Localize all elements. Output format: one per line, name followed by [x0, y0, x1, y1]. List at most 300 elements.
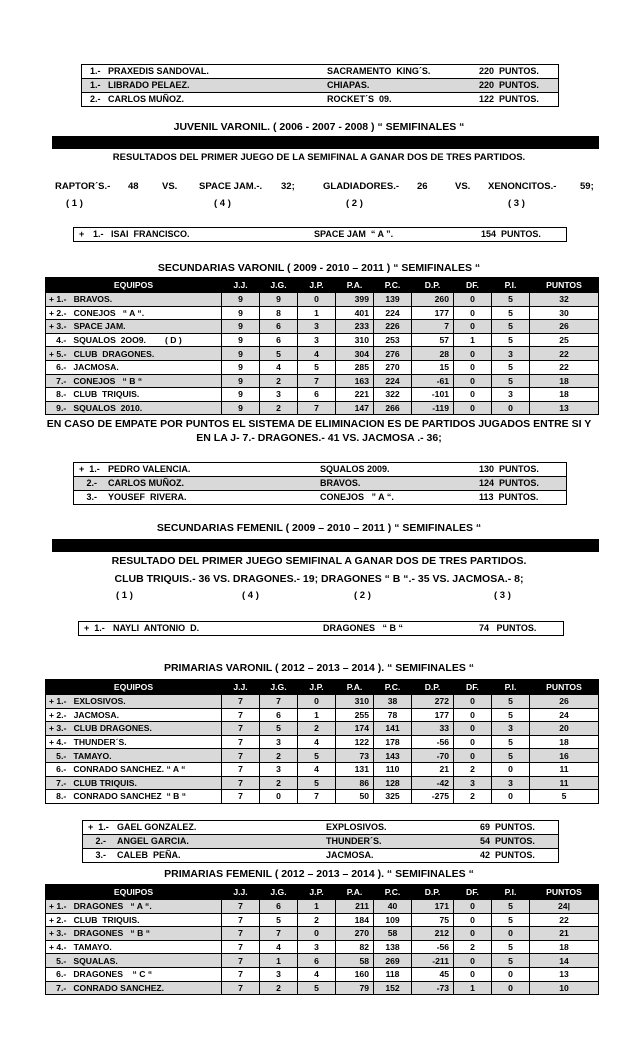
scorer-team: SQUALOS 2009. — [320, 464, 390, 474]
stat-cell-pi: 5 — [492, 954, 530, 968]
column-header: J.G. — [260, 278, 298, 293]
stat-cell-jp: 7 — [298, 401, 336, 415]
scorer-rank: + 1.- — [79, 464, 100, 474]
column-header: J.G. — [260, 680, 298, 695]
stat-cell-pa: 211 — [336, 900, 374, 914]
scorer-row — [74, 491, 566, 504]
scorer-team: ROCKET´S 09. — [327, 94, 392, 104]
stat-cell-jj: 7 — [222, 722, 260, 736]
stat-cell-pi: 5 — [492, 333, 530, 347]
stat-cell-jg: 3 — [260, 388, 298, 402]
stat-cell-dp: -42 — [412, 776, 454, 790]
stat-cell-pa: 401 — [336, 306, 374, 320]
section-subtitle-sec-femenil: RESULTADO DEL PRIMER JUEGO SEMIFINAL A GANAR DOS DE TRES PARTIDOS. — [111, 555, 527, 567]
stat-cell-pts: 11 — [530, 762, 599, 776]
stat-cell-pa: 304 — [336, 347, 374, 361]
table-row — [46, 749, 599, 763]
stat-cell-pts: 18 — [530, 940, 599, 954]
stat-cell-pi: 5 — [492, 940, 530, 954]
stat-cell-pi: 5 — [492, 695, 530, 709]
team-cell: + 2.- CONEJOS “ A “. — [46, 306, 222, 320]
scorer-name: ISAI FRANCISCO. — [111, 229, 190, 239]
standings-table-prim-varonil — [45, 679, 599, 804]
table-row — [46, 695, 599, 709]
column-header: EQUIPOS — [46, 885, 222, 900]
team-cell: + 3.- DRAGONES “ B “ — [46, 927, 222, 941]
stat-cell-df: 2 — [454, 762, 492, 776]
stat-cell-jg: 2 — [260, 374, 298, 388]
stat-cell-pa: 310 — [336, 695, 374, 709]
stat-cell-df: 0 — [454, 388, 492, 402]
result-team: RAPTOR´S.- — [55, 181, 111, 192]
stat-cell-dp: 171 — [412, 900, 454, 914]
stat-cell-jg: 7 — [260, 695, 298, 709]
stat-cell-pts: 26 — [530, 695, 599, 709]
column-header: J.P. — [298, 885, 336, 900]
stat-cell-pc: 38 — [374, 695, 412, 709]
stat-cell-jj: 7 — [222, 749, 260, 763]
scorer-points: 154 PUNTOS. — [481, 229, 541, 239]
juvenil-scorer-box — [73, 227, 567, 242]
team-cell: 7.- CONEJOS “ B “ — [46, 374, 222, 388]
table-header-row — [46, 278, 599, 293]
stat-cell-jj: 7 — [222, 967, 260, 981]
stat-cell-jp: 3 — [298, 333, 336, 347]
stat-cell-pc: 270 — [374, 360, 412, 374]
stat-cell-jp: 5 — [298, 776, 336, 790]
stat-cell-jg: 5 — [260, 722, 298, 736]
stat-cell-df: 2 — [454, 790, 492, 804]
team-cell: 9.- SQUALOS 2010. — [46, 401, 222, 415]
stat-cell-pa: 174 — [336, 722, 374, 736]
scorer-name: YOUSEF RIVERA. — [108, 492, 187, 502]
team-cell: + 1.- BRAVOS. — [46, 293, 222, 307]
stat-cell-dp: 177 — [412, 306, 454, 320]
table-row — [46, 320, 599, 334]
stat-cell-jj: 9 — [222, 293, 260, 307]
section-subtitle-juvenil: RESULTADOS DEL PRIMER JUEGO DE LA SEMIFINAL A GANAR DOS DE TRES PARTIDOS. — [112, 152, 526, 163]
stat-cell-jj: 7 — [222, 735, 260, 749]
stat-cell-jj: 7 — [222, 790, 260, 804]
stat-cell-dp: -275 — [412, 790, 454, 804]
stat-cell-jp: 4 — [298, 347, 336, 361]
team-cell: + 3.- SPACE JAM. — [46, 320, 222, 334]
sec-femenil-scorer-box — [78, 621, 564, 636]
stat-cell-dp: 33 — [412, 722, 454, 736]
stat-cell-pts: 25 — [530, 333, 599, 347]
seed-label: ( 1 ) — [116, 590, 133, 601]
team-cell: + 3.- CLUB DRAGONES. — [46, 722, 222, 736]
stat-cell-dp: 15 — [412, 360, 454, 374]
result-score: 32; — [281, 181, 295, 192]
scorer-points: 54 PUNTOS. — [480, 836, 535, 846]
stat-cell-jg: 6 — [260, 333, 298, 347]
team-cell: + 2.- CLUB TRIQUIS. — [46, 913, 222, 927]
stat-cell-pi: 0 — [492, 401, 530, 415]
team-cell: + 2.- JACMOSA. — [46, 708, 222, 722]
column-header: DF. — [454, 680, 492, 695]
stat-cell-pts: 13 — [530, 401, 599, 415]
table-row — [46, 306, 599, 320]
scorer-rank: 3.- — [88, 850, 107, 860]
stat-cell-jp: 2 — [298, 722, 336, 736]
stat-cell-pts: 22 — [530, 347, 599, 361]
stat-cell-pa: 233 — [336, 320, 374, 334]
seed-label: ( 2 ) — [346, 198, 363, 209]
stat-cell-jj: 7 — [222, 762, 260, 776]
stat-cell-pc: 110 — [374, 762, 412, 776]
stat-cell-jg: 8 — [260, 306, 298, 320]
stat-cell-pi: 5 — [492, 374, 530, 388]
stat-cell-pa: 73 — [336, 749, 374, 763]
stat-cell-jj: 9 — [222, 347, 260, 361]
column-header: P.I. — [492, 885, 530, 900]
table-header-row — [46, 680, 599, 695]
team-cell: 5.- SQUALAS. — [46, 954, 222, 968]
scorer-team: DRAGONES “ B “ — [323, 623, 404, 633]
stat-cell-jp: 0 — [298, 695, 336, 709]
team-cell: 6.- DRAGONES “ C “ — [46, 967, 222, 981]
scorer-row — [79, 622, 563, 635]
stat-cell-pc: 58 — [374, 927, 412, 941]
stat-cell-df: 0 — [454, 749, 492, 763]
table-header-row — [46, 885, 599, 900]
result-score: 26 — [417, 181, 428, 192]
stat-cell-dp: -61 — [412, 374, 454, 388]
scorer-team: SPACE JAM “ A ”. — [314, 229, 394, 239]
column-header: J.J. — [222, 885, 260, 900]
stat-cell-jp: 0 — [298, 293, 336, 307]
stat-cell-df: 0 — [454, 722, 492, 736]
stat-cell-pc: 141 — [374, 722, 412, 736]
team-cell: + 1.- DRAGONES “ A “. — [46, 900, 222, 914]
scorer-name: CARLOS MUÑOZ. — [108, 94, 184, 104]
seed-label: ( 1 ) — [66, 198, 83, 209]
table-row — [46, 776, 599, 790]
section-title-sec-varonil: SECUNDARIAS VARONIL ( 2009 - 2010 – 2011 ) “ SEMIFINALES “ — [157, 262, 481, 274]
stat-cell-pc: 269 — [374, 954, 412, 968]
team-cell: 5.- TAMAYO. — [46, 749, 222, 763]
stat-cell-pts: 24| — [530, 900, 599, 914]
seed-label: ( 2 ) — [354, 590, 371, 601]
stat-cell-pc: 266 — [374, 401, 412, 415]
stat-cell-jg: 1 — [260, 954, 298, 968]
stat-cell-pi: 5 — [492, 360, 530, 374]
scorer-rank: + 1.- — [84, 623, 105, 633]
stat-cell-df: 0 — [454, 306, 492, 320]
stat-cell-jg: 2 — [260, 401, 298, 415]
stat-cell-pi: 0 — [492, 790, 530, 804]
column-header: P.A. — [336, 885, 374, 900]
stat-cell-df: 0 — [454, 708, 492, 722]
stat-cell-pc: 118 — [374, 967, 412, 981]
result-vs: VS. — [455, 181, 471, 192]
table-row — [46, 722, 599, 736]
stat-cell-dp: 75 — [412, 913, 454, 927]
seed-label: ( 4 ) — [214, 198, 231, 209]
stat-cell-dp: -70 — [412, 749, 454, 763]
stat-cell-jg: 3 — [260, 735, 298, 749]
scorer-points: 74 PUNTOS. — [479, 623, 537, 633]
stat-cell-jj: 9 — [222, 320, 260, 334]
table-row — [46, 708, 599, 722]
team-cell: + 4.- TAMAYO. — [46, 940, 222, 954]
stat-cell-df: 0 — [454, 954, 492, 968]
scorer-rank: 3.- — [79, 492, 98, 502]
scorer-rank: 2.- — [79, 478, 98, 488]
stat-cell-jg: 6 — [260, 708, 298, 722]
scorer-rank: 2.- — [88, 836, 107, 846]
stat-cell-df: 0 — [454, 695, 492, 709]
table-row — [46, 900, 599, 914]
scorer-team: CONEJOS ” A “. — [320, 492, 394, 502]
team-cell: + 4.- THUNDER´S. — [46, 735, 222, 749]
stat-cell-pts: 18 — [530, 374, 599, 388]
stat-cell-jp: 5 — [298, 981, 336, 995]
column-header: PUNTOS — [530, 680, 599, 695]
section-divider-bar — [52, 539, 599, 552]
stat-cell-jg: 5 — [260, 347, 298, 361]
stat-cell-pa: 86 — [336, 776, 374, 790]
column-header: PUNTOS — [530, 885, 599, 900]
stat-cell-jp: 2 — [298, 913, 336, 927]
team-cell: 6.- CONRADO SANCHEZ. “ A “ — [46, 762, 222, 776]
table-row — [46, 347, 599, 361]
column-header: D.P. — [412, 885, 454, 900]
stat-cell-df: 3 — [454, 776, 492, 790]
seed-label: ( 3 ) — [508, 198, 525, 209]
result-team: XENONCITOS.- — [488, 181, 557, 192]
stat-cell-pc: 325 — [374, 790, 412, 804]
scorer-rank: 1.- — [90, 66, 101, 76]
stat-cell-pts: 30 — [530, 306, 599, 320]
stat-cell-jg: 9 — [260, 293, 298, 307]
table-row — [46, 790, 599, 804]
stat-cell-pc: 276 — [374, 347, 412, 361]
stat-cell-pa: 58 — [336, 954, 374, 968]
column-header: P.A. — [336, 278, 374, 293]
stat-cell-jj: 7 — [222, 913, 260, 927]
scorer-points: 220 PUNTOS. — [479, 66, 539, 76]
stat-cell-dp: 260 — [412, 293, 454, 307]
stat-cell-df: 2 — [454, 940, 492, 954]
stat-cell-jp: 7 — [298, 790, 336, 804]
team-cell: 7.- CLUB TRIQUIS. — [46, 776, 222, 790]
stat-cell-pts: 18 — [530, 735, 599, 749]
stat-cell-df: 1 — [454, 333, 492, 347]
stat-cell-pc: 143 — [374, 749, 412, 763]
stat-cell-dp: 57 — [412, 333, 454, 347]
stat-cell-df: 0 — [454, 293, 492, 307]
stat-cell-pa: 50 — [336, 790, 374, 804]
result-team: GLADIADORES.- — [323, 181, 399, 192]
stat-cell-jp: 1 — [298, 306, 336, 320]
scorer-row — [74, 477, 566, 491]
stat-cell-pa: 399 — [336, 293, 374, 307]
column-header: J.P. — [298, 278, 336, 293]
stat-cell-pi: 5 — [492, 708, 530, 722]
table-row — [46, 967, 599, 981]
stat-cell-dp: 28 — [412, 347, 454, 361]
stat-cell-pc: 138 — [374, 940, 412, 954]
stat-cell-jj: 7 — [222, 981, 260, 995]
stat-cell-jg: 0 — [260, 790, 298, 804]
stat-cell-dp: -56 — [412, 735, 454, 749]
stat-cell-jp: 5 — [298, 749, 336, 763]
scorer-name: PRAXEDIS SANDOVAL. — [108, 66, 209, 76]
scorer-prefix: + — [79, 229, 85, 239]
stat-cell-jg: 6 — [260, 900, 298, 914]
stat-cell-jg: 4 — [260, 940, 298, 954]
stat-cell-jp: 4 — [298, 735, 336, 749]
stat-cell-jj: 7 — [222, 940, 260, 954]
stat-cell-pts: 22 — [530, 913, 599, 927]
stat-cell-pts: 20 — [530, 722, 599, 736]
stat-cell-pi: 3 — [492, 347, 530, 361]
stat-cell-pi: 0 — [492, 762, 530, 776]
stat-cell-pi: 3 — [492, 776, 530, 790]
stat-cell-pc: 226 — [374, 320, 412, 334]
stat-cell-jj: 9 — [222, 333, 260, 347]
stat-cell-pa: 122 — [336, 735, 374, 749]
tiebreak-note: EN CASO DE EMPATE POR PUNTOS EL SISTEMA DE ELIMINACION ES DE PARTIDOS JUGADOS ENTRE SI Y — [46, 418, 592, 430]
stat-cell-df: 0 — [454, 735, 492, 749]
stat-cell-pts: 11 — [530, 776, 599, 790]
stat-cell-df: 0 — [454, 360, 492, 374]
stat-cell-jj: 7 — [222, 708, 260, 722]
stat-cell-pc: 78 — [374, 708, 412, 722]
team-cell: 6.- JACMOSA. — [46, 360, 222, 374]
scorer-name: GAEL GONZALEZ. — [117, 822, 197, 832]
table-row — [46, 293, 599, 307]
stat-cell-jp: 6 — [298, 388, 336, 402]
table-row — [46, 940, 599, 954]
stat-cell-dp: -73 — [412, 981, 454, 995]
stat-cell-pts: 16 — [530, 749, 599, 763]
scorer-rank: 2.- — [90, 94, 101, 104]
scorer-team: JACMOSA. — [326, 850, 374, 860]
scorer-team: BRAVOS. — [320, 478, 361, 488]
team-cell: + 5.- CLUB DRAGONES. — [46, 347, 222, 361]
scorer-team: CHIAPAS. — [327, 80, 370, 90]
column-header: DF. — [454, 278, 492, 293]
scorer-points: 130 PUNTOS. — [479, 464, 539, 474]
column-header: DF. — [454, 885, 492, 900]
stat-cell-pts: 14 — [530, 954, 599, 968]
scorer-row — [74, 463, 566, 477]
stat-cell-pa: 310 — [336, 333, 374, 347]
stat-cell-pc: 224 — [374, 374, 412, 388]
stat-cell-pts: 24 — [530, 708, 599, 722]
scorer-team: EXPLOSIVOS. — [326, 822, 387, 832]
scorer-team: THUNDER´S. — [326, 836, 382, 846]
scorer-team: SACRAMENTO KING´S. — [327, 66, 431, 76]
scorer-points: 69 PUNTOS. — [480, 822, 535, 832]
column-header: P.C. — [374, 885, 412, 900]
table-row — [46, 735, 599, 749]
stat-cell-jg: 2 — [260, 776, 298, 790]
stat-cell-jj: 9 — [222, 401, 260, 415]
stat-cell-jp: 0 — [298, 927, 336, 941]
stat-cell-pi: 5 — [492, 320, 530, 334]
stat-cell-dp: 45 — [412, 967, 454, 981]
stat-cell-jg: 2 — [260, 981, 298, 995]
stat-cell-pa: 147 — [336, 401, 374, 415]
table-row — [46, 913, 599, 927]
stat-cell-jj: 9 — [222, 388, 260, 402]
stat-cell-pts: 26 — [530, 320, 599, 334]
stat-cell-pi: 0 — [492, 967, 530, 981]
table-row — [46, 762, 599, 776]
column-header: P.A. — [336, 680, 374, 695]
stat-cell-jp: 7 — [298, 374, 336, 388]
stat-cell-df: 0 — [454, 347, 492, 361]
stat-cell-dp: 212 — [412, 927, 454, 941]
column-header: J.J. — [222, 680, 260, 695]
stat-cell-pts: 32 — [530, 293, 599, 307]
team-cell: 8.- CLUB TRIQUIS. — [46, 388, 222, 402]
stat-cell-pi: 3 — [492, 722, 530, 736]
scorer-name: ANGEL GARCIA. — [117, 836, 189, 846]
section-title-juvenil: JUVENIL VARONIL. ( 2006 - 2007 - 2008 ) “ SEMIFINALES “ — [173, 121, 465, 133]
stat-cell-df: 0 — [454, 401, 492, 415]
stat-cell-df: 0 — [454, 374, 492, 388]
stat-cell-jj: 9 — [222, 360, 260, 374]
table-row — [46, 333, 599, 347]
section-title-sec-femenil: SECUNDARIAS FEMENIL ( 2009 – 2010 – 2011 ) “ SEMIFINALES “ — [156, 522, 482, 534]
table-row — [46, 927, 599, 941]
stat-cell-pts: 21 — [530, 927, 599, 941]
stat-cell-pts: 5 — [530, 790, 599, 804]
stat-cell-df: 0 — [454, 900, 492, 914]
team-cell: 7.- CONRADO SANCHEZ. — [46, 981, 222, 995]
scorer-points: 124 PUNTOS. — [479, 478, 539, 488]
stat-cell-dp: 272 — [412, 695, 454, 709]
stat-cell-dp: 21 — [412, 762, 454, 776]
stat-cell-pts: 18 — [530, 388, 599, 402]
column-header: P.C. — [374, 680, 412, 695]
stat-cell-dp: -56 — [412, 940, 454, 954]
stat-cell-pa: 255 — [336, 708, 374, 722]
stat-cell-pi: 5 — [492, 900, 530, 914]
seed-label: ( 3 ) — [494, 590, 511, 601]
stat-cell-jg: 3 — [260, 762, 298, 776]
standings-table-sec-varonil — [45, 277, 599, 415]
stat-cell-jp: 4 — [298, 967, 336, 981]
scorer-row — [82, 93, 558, 106]
stat-cell-pa: 160 — [336, 967, 374, 981]
scorer-row — [83, 835, 558, 849]
stat-cell-pi: 5 — [492, 749, 530, 763]
column-header: PUNTOS — [530, 278, 599, 293]
stat-cell-pi: 3 — [492, 388, 530, 402]
stat-cell-pi: 5 — [492, 913, 530, 927]
stat-cell-jg: 3 — [260, 967, 298, 981]
scorer-points: 122 PUNTOS. — [479, 94, 539, 104]
stat-cell-pa: 270 — [336, 927, 374, 941]
team-cell: + 1.- EXLOSIVOS. — [46, 695, 222, 709]
tiebreak-note-result: EN LA J- 7.- DRAGONES.- 41 VS. JACMOSA .- 36; — [196, 432, 442, 444]
stat-cell-jp: 4 — [298, 762, 336, 776]
top-scorers-box — [81, 64, 559, 107]
stat-cell-pc: 253 — [374, 333, 412, 347]
result-vs: VS. — [162, 181, 178, 192]
column-header: P.C. — [374, 278, 412, 293]
stat-cell-pa: 163 — [336, 374, 374, 388]
team-cell: 4.- SQUALOS 2OO9. ( D ) — [46, 333, 222, 347]
column-header: J.P. — [298, 680, 336, 695]
stat-cell-df: 1 — [454, 981, 492, 995]
